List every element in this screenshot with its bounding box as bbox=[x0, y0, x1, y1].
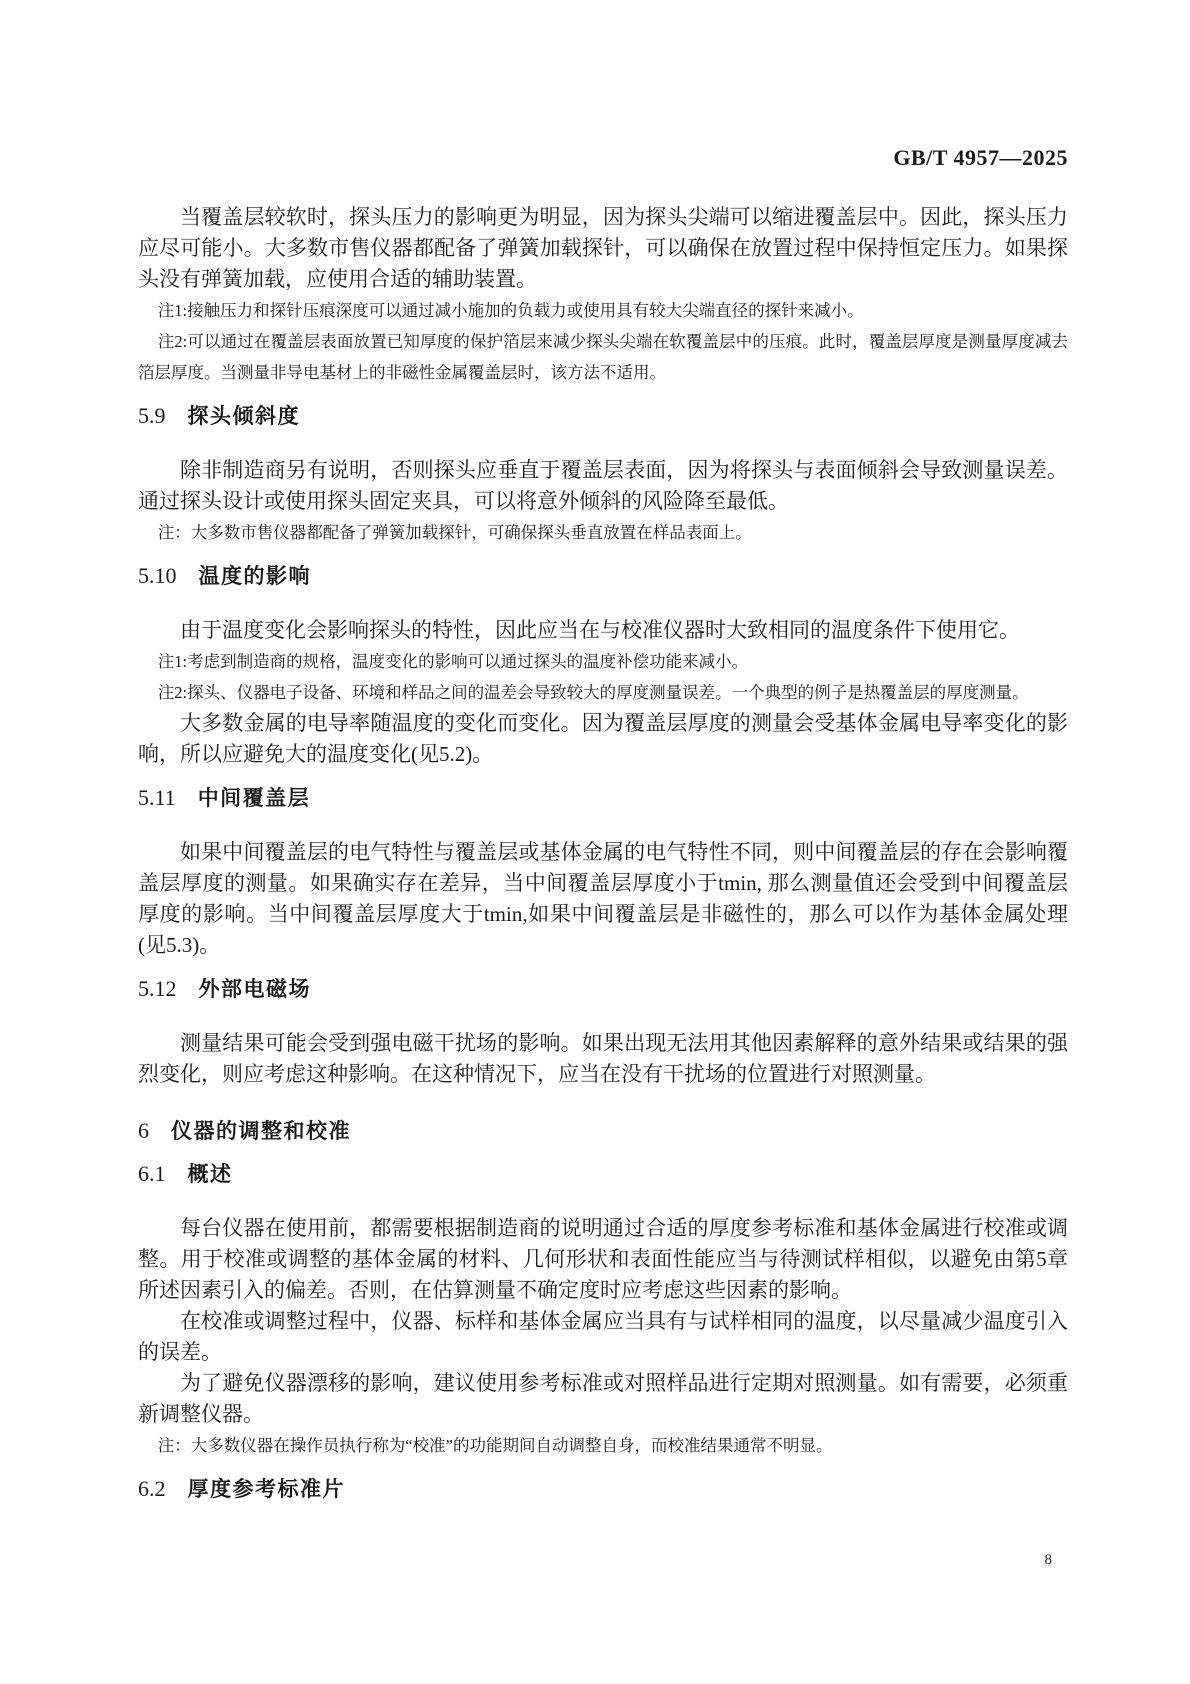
note-overview: 注：大多数仪器在操作员执行称为“校准”的功能期间自动调整自身，而校准结果通常不明显。 bbox=[157, 1436, 833, 1455]
paragraph-probe-pressure: 当覆盖层较软时，探头压力的影响更为明显，因为探头尖端可以缩进覆盖层中。因此，探头压力应尽可能小。大多数市售仪器都配备了弹簧加载探针，可以确保在放置过程中保持恒定压力。如果探头没有弹簧加载，应使用合适的辅助装置。 bbox=[138, 205, 1068, 291]
paragraph-temperature-1: 由于温度变化会影响探头的特性，因此应当在与校准仪器时大致相同的温度条件下使用它。 bbox=[180, 618, 1020, 642]
section-5-11-number: 5.11 bbox=[138, 785, 176, 810]
chapter-6-number: 6 bbox=[138, 1118, 149, 1143]
paragraph-probe-tilt: 除非制造商另有说明，否则探头应垂直于覆盖层表面，因为将探头与表面倾斜会导致测量误差。通过探头设计或使用探头固定夹具，可以将意外倾斜的风险降至最低。 bbox=[138, 458, 1068, 513]
section-6-2-title: 厚度参考标准片 bbox=[187, 1478, 345, 1501]
section-5-9-number: 5.9 bbox=[138, 403, 166, 428]
chapter-6-title: 仪器的调整和校准 bbox=[171, 1120, 351, 1143]
page-number: 8 bbox=[1044, 1552, 1052, 1568]
section-5-12-heading bbox=[138, 976, 1068, 1003]
section-5-10-number: 5.10 bbox=[138, 563, 177, 588]
section-6-2-heading bbox=[138, 1476, 1068, 1503]
note-2-temperature: 注2:探头、仪器电子设备、环境和样品之间的温差会导致较大的厚度测量误差。一个典型的例子是热覆盖层的厚度测量。 bbox=[157, 683, 1029, 702]
section-5-11-heading bbox=[138, 785, 1068, 812]
paragraph-overview-2: 在校准或调整过程中，仪器、标样和基体金属应当具有与试样相同的温度，以尽量减少温度引入的误差。 bbox=[138, 1309, 1068, 1364]
paragraph-overview-3: 为了避免仪器漂移的影响，建议使用参考标准或对照样品进行定期对照测量。如有需要，必须重新调整仪器。 bbox=[138, 1371, 1068, 1426]
section-5-10-title: 温度的影响 bbox=[198, 565, 311, 588]
note-2-probe-pressure: 注2:可以通过在覆盖层表面放置已知厚度的保护箔层来减少探头尖端在软覆盖层中的压痕。此时，覆盖层厚度是测量厚度减去箔层厚度。当测量非导电基材上的非磁性金属覆盖层时，该方法不适用。 bbox=[138, 332, 1068, 382]
paragraph-temperature-2: 大多数金属的电导率随温度的变化而变化。因为覆盖层厚度的测量会受基体金属电导率变化的影响，所以应避免大的温度变化(见5.2)。 bbox=[138, 711, 1068, 766]
section-5-10-heading bbox=[138, 563, 1068, 590]
doc-code-header: GB/T 4957—2025 bbox=[893, 145, 1068, 170]
section-6-1-title: 概述 bbox=[187, 1163, 233, 1186]
note-probe-tilt: 注：大多数市售仪器都配备了弹簧加载探针，可确保探头垂直放置在样品表面上。 bbox=[157, 523, 752, 542]
note-1-probe-pressure: 注1:接触压力和探针压痕深度可以通过减小施加的负载力或使用具有较大尖端直径的探针来减小。 bbox=[157, 301, 864, 320]
note-1-temperature: 注1:考虑到制造商的规格，温度变化的影响可以通过探头的温度补偿功能来减小。 bbox=[157, 652, 749, 671]
section-6-1-number: 6.1 bbox=[138, 1161, 166, 1186]
section-5-12-title: 外部电磁场 bbox=[198, 978, 311, 1001]
section-6-1-heading bbox=[138, 1161, 1068, 1188]
paragraph-electromagnetic-field: 测量结果可能会受到强电磁干扰场的影响。如果出现无法用其他因素解释的意外结果或结果的强烈变化，则应考虑这种影响。在这种情况下，应当在没有干扰场的位置进行对照测量。 bbox=[138, 1031, 1068, 1086]
section-5-9-title: 探头倾斜度 bbox=[187, 405, 300, 428]
paragraph-intermediate-coating: 如果中间覆盖层的电气特性与覆盖层或基体金属的电气特性不同，则中间覆盖层的存在会影响覆盖层厚度的测量。如果确实存在差异，当中间覆盖层厚度小于tmin, 那么测量值还会受到中间覆盖层厚度的影响。当中间覆盖层厚度大于tmin,如果中间覆盖层是非磁性的，那么可以作为基体金属处理(见5.3)。 bbox=[138, 840, 1068, 957]
section-5-9-heading bbox=[138, 403, 1068, 430]
section-5-11-title: 中间覆盖层 bbox=[197, 787, 311, 810]
paragraph-overview-1: 每台仪器在使用前，都需要根据制造商的说明通过合适的厚度参考标准和基体金属进行校准或调整。用于校准或调整的基体金属的材料、几何形状和表面性能应当与待测试样相似，以避免由第5章所述因素引入的偏差。否则，在估算测量不确定度时应考虑这些因素的影响。 bbox=[138, 1216, 1068, 1302]
section-5-12-number: 5.12 bbox=[138, 976, 177, 1001]
chapter-6-heading bbox=[138, 1118, 1068, 1145]
section-6-2-number: 6.2 bbox=[138, 1476, 166, 1501]
